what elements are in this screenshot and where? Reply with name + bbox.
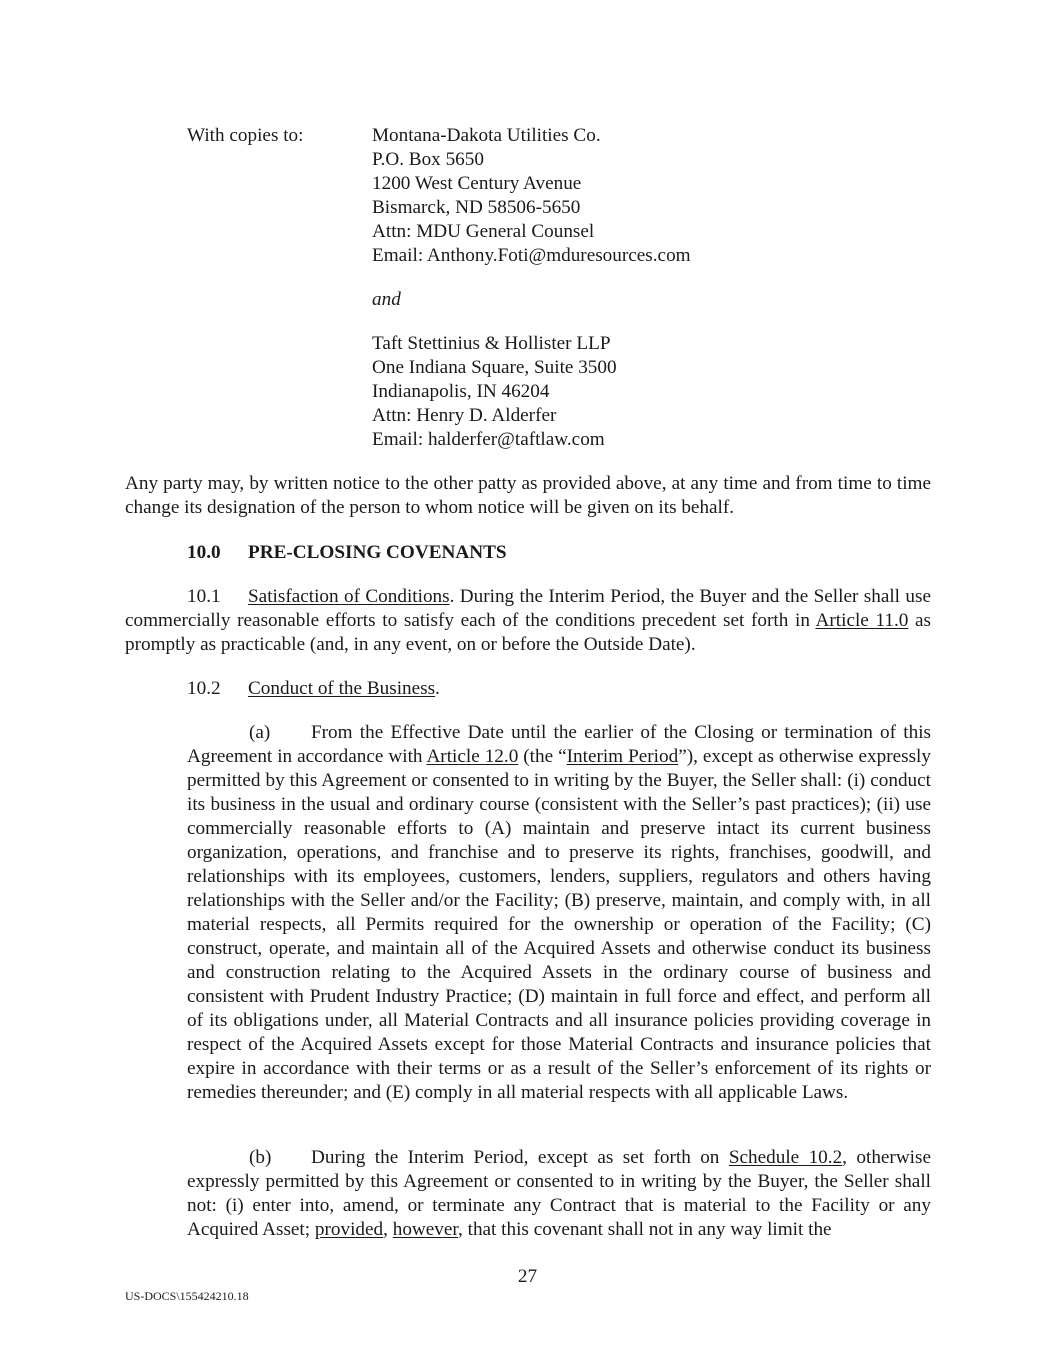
section-10-1-paragraph [125,585,931,657]
article-11-reference: Article 11.0 [815,610,909,631]
recipient-1-street: 1200 West Century Avenue [372,173,582,194]
recipient-2-email: Email: halderfer@taftlaw.com [372,429,605,450]
paragraph-b [187,1146,931,1242]
section-10-2-heading [187,677,440,701]
section-10-2-title: Conduct of the Business [248,678,436,699]
paragraph-a-text-2: (the “ [518,746,567,767]
copies-label: With copies to: [187,125,304,146]
recipient-1-attn: Attn: MDU General Counsel [372,221,595,242]
paragraph-b-label: (b) [249,1147,272,1168]
section-10-1-text-2: as promptly as practicable (and, in any event, on or before the Outside Date). [125,610,932,655]
recipient-1-email: Email: Anthony.Foti@mduresources.com [372,245,691,266]
section-10-1-heading: Satisfaction of Conditions [248,586,450,607]
document-id: US-DOCS\155424210.18 [125,1289,249,1303]
however-term: however [392,1219,459,1240]
change-designation-paragraph: Any party may, by written notice to the other patty as provided above, at any time and from time to time change its designation of the person to whom notice will be given on its behalf. [125,473,931,518]
paragraph-a-text-1: From the Effective Date until the earlier of the Closing or termination of this Agreement in accordance with [187,722,931,767]
paragraph-a-label: (a) [249,722,271,743]
schedule-10-2-reference: Schedule 10.2 [728,1147,843,1168]
section-10-2-number: 10.2 [187,678,221,699]
paragraph-b-text-2: , otherwise expressly permitted by this Agreement or consented to in writing by the Buyer, the Seller shall not: (i) enter into, amend, or terminate any Contract that is material to the Facility or any Acquired Asset; [187,1147,931,1240]
section-10-number: 10.0 [187,542,221,563]
article-12-reference: Article 12.0 [426,746,519,767]
recipient-2-street: One Indiana Square, Suite 3500 [372,357,617,378]
recipient-1-name: Montana-Dakota Utilities Co. [372,125,601,146]
recipient-1-city: Bismarck, ND 58506-5650 [372,197,581,218]
conjunction-and: and [372,289,401,310]
provided-term: provided [314,1219,384,1240]
section-10-heading [187,541,507,565]
paragraph-b-text-3: , that this covenant shall not in any way limit the [458,1219,832,1240]
page-number: 27 [517,1266,538,1287]
paragraph-a [187,721,931,1105]
interim-period-definition: Interim Period [566,746,679,767]
section-10-1-number: 10.1 [187,586,221,607]
section-10-1-text-1: . During the Interim Period, the Buyer and the Seller shall use commercially reasonable efforts to satisfy each of the conditions precedent set forth in [125,586,931,631]
section-10-2-title-end: . [435,678,440,699]
recipient-2-name: Taft Stettinius & Hollister LLP [372,333,611,354]
paragraph-b-text-1: During the Interim Period, except as set forth on [311,1147,729,1168]
section-10-title: PRE-CLOSING COVENANTS [248,542,507,563]
recipient-1-po-box: P.O. Box 5650 [372,149,484,170]
paragraph-b-comma: , [383,1219,393,1240]
recipient-2-attn: Attn: Henry D. Alderfer [372,405,557,426]
paragraph-a-text-3: ”), except as otherwise expressly permitted by this Agreement or consented to in writing by the Buyer, the Seller shall: (i) conduct its business in the usual and ordinary course (consistent with the Seller’s past practices); (ii) use commercially reasonable efforts to (A) maintain and preserve intact its current business organization, operations, and franchise and to preserve its rights, franchises, goodwill, and relationships with its employees, customers, lenders, suppliers, regulators and others having relationships with the Seller and/or the Facility; (B) preserve, maintain, and comply with, in all material respects, all Permits required for the ownership or operation of the Facility; (C) construct, operate, and maintain all of the Acquired Assets and otherwise conduct its business and construction relating to the Acquired Assets in the ordinary course of business and consistent with Prudent Industry Practice; (D) maintain in full force and effect, and perform all of its obligations under, all Material Contracts and all insurance policies providing coverage in respect of the Acquired Assets except for those Material Contracts and insurance policies that expire in accordance with their terms or as a result of the Seller’s enforcement of its rights or remedies thereunder; and (E) comply in all material respects with all applicable Laws. [187,746,931,1103]
recipient-2-city: Indianapolis, IN 46204 [372,381,550,402]
